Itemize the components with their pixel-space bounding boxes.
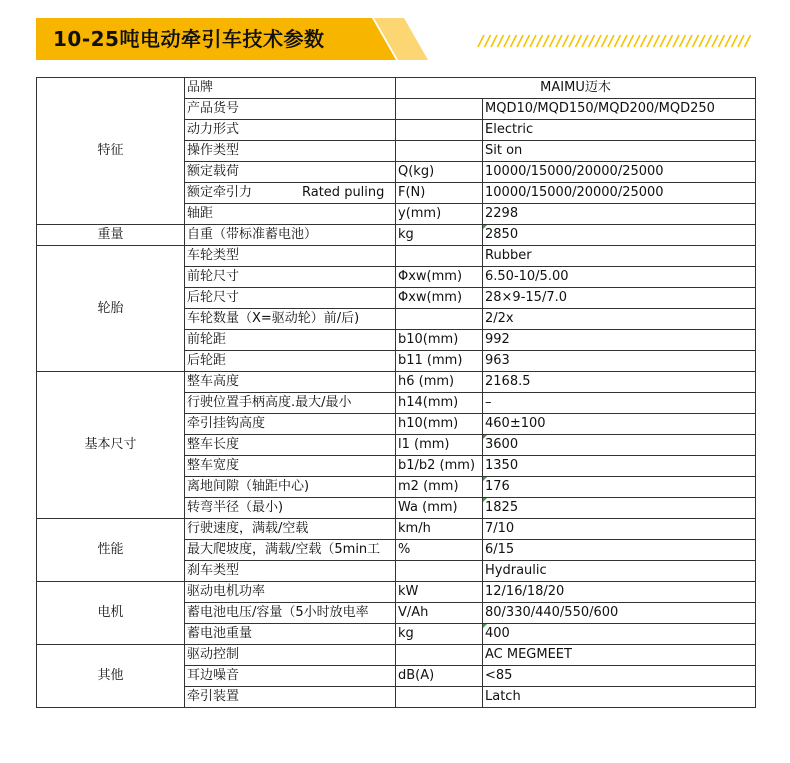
banner-stripe — [738, 35, 744, 47]
item-cell — [185, 162, 396, 183]
unit-cell: y(mm) — [396, 204, 483, 225]
banner-stripe — [680, 35, 686, 47]
category-cell: 重量 — [37, 225, 185, 246]
banner-stripe — [725, 35, 731, 47]
item-cell — [185, 330, 396, 351]
banner-stripe — [478, 35, 484, 47]
value-cell: 7/10 — [483, 519, 756, 540]
unit-cell: h14(mm) — [396, 393, 483, 414]
value-cell: 10000/15000/20000/25000 — [483, 162, 756, 183]
category-cell: 基本尺寸 — [37, 372, 185, 519]
item-cell — [185, 288, 396, 309]
item-cell — [185, 372, 396, 393]
banner-stripe — [608, 35, 614, 47]
table-row — [37, 372, 756, 393]
item-label: 驱动电机功率 — [187, 584, 266, 599]
item-label: 整车高度 — [187, 374, 240, 389]
unit-cell: kg — [396, 624, 483, 645]
banner-stripe — [673, 35, 679, 47]
item-label: 后轮距 — [187, 353, 227, 368]
banner-stripe — [524, 35, 530, 47]
banner-stripe — [654, 35, 660, 47]
item-cell — [185, 393, 396, 414]
item-cell — [185, 645, 396, 666]
item-cell — [185, 120, 396, 141]
item-cell — [185, 498, 396, 519]
banner-stripe — [504, 35, 510, 47]
item-cell — [185, 414, 396, 435]
table-row — [37, 519, 756, 540]
item-label: 额定牵引力 — [187, 185, 253, 200]
value-cell: AC MEGMEET — [483, 645, 756, 666]
item-label: 前轮距 — [187, 332, 227, 347]
unit-cell: F(N) — [396, 183, 483, 204]
banner-stripe — [485, 35, 491, 47]
item-label: 自重（带标准蓄电池） — [187, 227, 318, 242]
banner-stripe — [686, 35, 692, 47]
banner-stripe — [589, 35, 595, 47]
item-label: 离地间隙（轴距中心) — [187, 479, 310, 494]
unit-cell: V/Ah — [396, 603, 483, 624]
table-row — [37, 78, 756, 99]
banner-stripe — [693, 35, 699, 47]
banner-stripe — [556, 35, 562, 47]
value-cell: 460±100 — [483, 414, 756, 435]
item-cell — [185, 309, 396, 330]
banner-stripe — [582, 35, 588, 47]
banner-stripe — [699, 35, 705, 47]
value-cell: 1825 — [483, 498, 756, 519]
value-cell: 10000/15000/20000/25000 — [483, 183, 756, 204]
value-cell: – — [483, 393, 756, 414]
unit-cell: h10(mm) — [396, 414, 483, 435]
unit-cell — [396, 120, 483, 141]
item-label: 行驶位置手柄高度.最大/最小 — [187, 395, 352, 410]
value-cell: 80/330/440/550/600 — [483, 603, 756, 624]
item-label: 整车宽度 — [187, 458, 240, 473]
value-cell: 1350 — [483, 456, 756, 477]
item-label: 前轮尺寸 — [187, 269, 240, 284]
item-cell — [185, 225, 396, 246]
banner-stripe — [602, 35, 608, 47]
unit-cell — [396, 687, 483, 708]
value-cell: 2298 — [483, 204, 756, 225]
item-cell — [185, 351, 396, 372]
value-cell: 6/15 — [483, 540, 756, 561]
value-cell: 2850 — [483, 225, 756, 246]
banner-stripe — [537, 35, 543, 47]
unit-cell: b1/b2 (mm) — [396, 456, 483, 477]
banner-stripe — [660, 35, 666, 47]
unit-cell: % — [396, 540, 483, 561]
banner-stripe — [517, 35, 523, 47]
item-label: 车轮数量（X=驱动轮）前/后) — [187, 311, 360, 326]
item-cell — [185, 78, 396, 99]
item-label: 牵引挂钩高度 — [187, 416, 266, 431]
item-english-label: Rated puling — [302, 185, 385, 200]
value-cell: 28×9-15/7.0 — [483, 288, 756, 309]
unit-cell — [396, 99, 483, 120]
value-cell: MQD10/MQD150/MQD200/MQD250 — [483, 99, 756, 120]
value-cell: Electric — [483, 120, 756, 141]
unit-cell: Φxw(mm) — [396, 267, 483, 288]
banner-stripe — [511, 35, 517, 47]
item-cell — [185, 456, 396, 477]
category-cell: 电机 — [37, 582, 185, 645]
banner-stripe — [569, 35, 575, 47]
table-row — [37, 225, 756, 246]
unit-cell: h6 (mm) — [396, 372, 483, 393]
banner-stripe — [543, 35, 549, 47]
item-label: 行驶速度，满载/空载 — [187, 521, 309, 536]
unit-cell: kW — [396, 582, 483, 603]
item-label: 最大爬坡度，满载/空载（5min工 — [187, 542, 381, 557]
banner-stripe — [530, 35, 536, 47]
item-cell — [185, 666, 396, 687]
unit-cell — [396, 309, 483, 330]
item-cell — [185, 687, 396, 708]
item-cell — [185, 183, 396, 204]
item-cell — [185, 246, 396, 267]
value-cell: <85 — [483, 666, 756, 687]
item-cell — [185, 267, 396, 288]
banner-stripes — [478, 35, 751, 47]
value-cell: 176 — [483, 477, 756, 498]
value-cell: Rubber — [483, 246, 756, 267]
table-row — [37, 246, 756, 267]
unit-cell: dB(A) — [396, 666, 483, 687]
table-row — [37, 645, 756, 666]
unit-cell: km/h — [396, 519, 483, 540]
item-label: 品牌 — [187, 80, 214, 95]
banner-stripe — [491, 35, 497, 47]
unit-cell: l1 (mm) — [396, 435, 483, 456]
value-cell: 992 — [483, 330, 756, 351]
item-label: 整车长度 — [187, 437, 240, 452]
value-cell: 2168.5 — [483, 372, 756, 393]
item-label: 蓄电池重量 — [187, 626, 253, 641]
unit-cell — [396, 141, 483, 162]
banner-stripe — [615, 35, 621, 47]
unit-cell — [396, 246, 483, 267]
banner-stripe — [719, 35, 725, 47]
unit-cell: kg — [396, 225, 483, 246]
value-cell: 2/2x — [483, 309, 756, 330]
item-cell — [185, 624, 396, 645]
banner-stripe — [667, 35, 673, 47]
value-cell: 12/16/18/20 — [483, 582, 756, 603]
item-cell — [185, 540, 396, 561]
item-label: 产品货号 — [187, 101, 240, 116]
item-cell — [185, 99, 396, 120]
banner-stripe — [595, 35, 601, 47]
item-label: 动力形式 — [187, 122, 240, 137]
banner-stripe — [641, 35, 647, 47]
table-row — [37, 582, 756, 603]
value-cell: Latch — [483, 687, 756, 708]
banner-stripe — [628, 35, 634, 47]
unit-cell: Φxw(mm) — [396, 288, 483, 309]
item-label: 操作类型 — [187, 143, 240, 158]
category-cell: 特征 — [37, 78, 185, 225]
item-label: 蓄电池电压/容量（5小时放电率 — [187, 605, 369, 620]
banner-stripe — [498, 35, 504, 47]
banner-stripe — [621, 35, 627, 47]
brand-value-cell: MAIMU迈木 — [396, 78, 756, 99]
page-title: 10-25吨电动牵引车技术参数 — [53, 27, 325, 51]
banner-stripe — [745, 35, 751, 47]
value-cell: 400 — [483, 624, 756, 645]
item-cell — [185, 204, 396, 225]
title-banner — [0, 18, 790, 60]
item-cell — [185, 603, 396, 624]
value-cell: 6.50-10/5.00 — [483, 267, 756, 288]
item-label: 牵引装置 — [187, 689, 240, 704]
category-cell: 轮胎 — [37, 246, 185, 372]
item-cell — [185, 477, 396, 498]
spec-table — [36, 77, 756, 708]
item-cell — [185, 435, 396, 456]
item-cell — [185, 141, 396, 162]
banner-stripe — [576, 35, 582, 47]
banner-stripe — [634, 35, 640, 47]
category-cell: 性能 — [37, 519, 185, 582]
item-label: 额定载荷 — [187, 164, 240, 179]
item-label: 刹车类型 — [187, 563, 240, 578]
unit-cell: b11 (mm) — [396, 351, 483, 372]
banner-stripe — [550, 35, 556, 47]
item-label: 耳边噪音 — [187, 668, 240, 683]
category-cell: 其他 — [37, 645, 185, 708]
item-label: 驱动控制 — [187, 647, 240, 662]
item-label: 车轮类型 — [187, 248, 240, 263]
banner-stripe — [712, 35, 718, 47]
item-cell — [185, 561, 396, 582]
banner-stripe — [732, 35, 738, 47]
item-label: 轴距 — [187, 206, 214, 221]
value-cell: 3600 — [483, 435, 756, 456]
item-cell — [185, 519, 396, 540]
unit-cell: m2 (mm) — [396, 477, 483, 498]
value-cell: 963 — [483, 351, 756, 372]
item-label: 转弯半径（最小) — [187, 500, 284, 515]
banner-stripe — [706, 35, 712, 47]
banner-stripe — [647, 35, 653, 47]
value-cell: Sit on — [483, 141, 756, 162]
item-label: 后轮尺寸 — [187, 290, 240, 305]
unit-cell: Q(kg) — [396, 162, 483, 183]
banner-stripe — [563, 35, 569, 47]
unit-cell: Wa (mm) — [396, 498, 483, 519]
unit-cell — [396, 561, 483, 582]
unit-cell — [396, 645, 483, 666]
item-cell — [185, 582, 396, 603]
value-cell: Hydraulic — [483, 561, 756, 582]
unit-cell: b10(mm) — [396, 330, 483, 351]
